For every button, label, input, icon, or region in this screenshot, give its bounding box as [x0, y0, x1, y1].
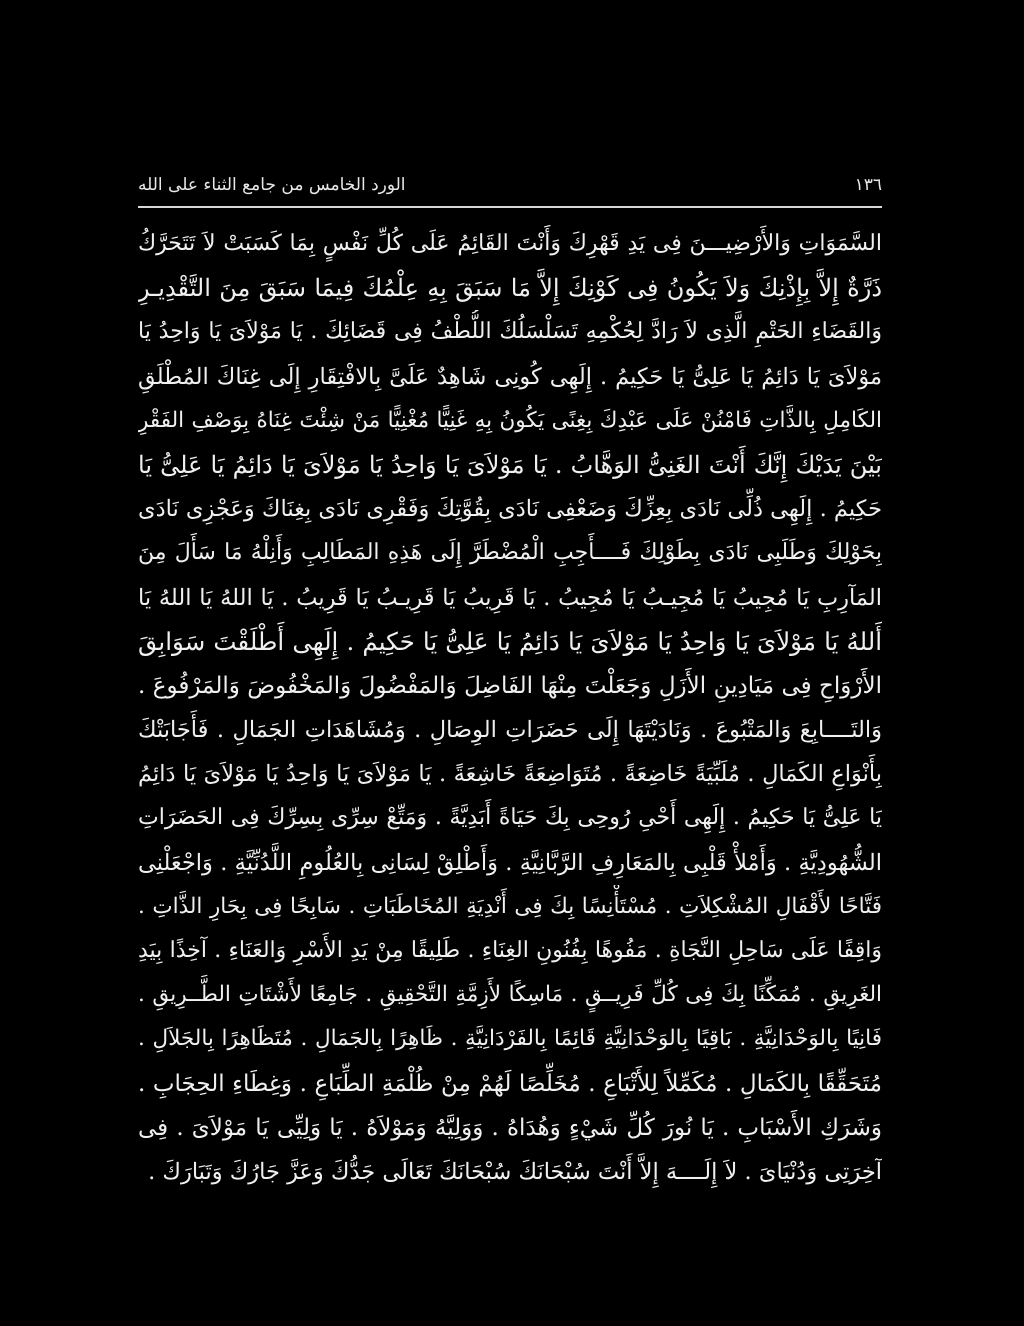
page-number: ١٣٦	[854, 175, 882, 195]
text-line: الشُّهُودِيَّةِ . وَأَمْلأْ قَلْبِى بِالمَعَارِفِ الرَّبَّانِيَّةِ . وَأَطْلِقْ لِسَانِى بِالعُلُومِ اللَّدُنِّيَّةِ . وَاجْعَلْنِى	[138, 849, 882, 876]
header-rule	[138, 206, 882, 208]
text-line: أَللهُ يَا مَوْلاَىَ يَا وَاحِدُ يَا مَوْلاَىَ يَا دَائِمُ يَا عَلِىُّ يَا حَكِيمُ . إِلَهِى أَطْلَقْتَ سَوَابِقَ	[138, 626, 882, 656]
text-line: الأَرْوَاحِ فِى مَيَادِينِ الأَزَلِ وَجَعَلْتَ مِنْهَا الفَاضِلَ وَالمَفْضُولَ وَالمَخْفُوضَ وَالمَرْفُوعَ .	[138, 672, 882, 699]
text-line: المَآرِبِ يَا مُجِيبُ يَا مُجِيـبُ يَا مُجِيبُ . يَا قَرِيبُ يَا قَرِيـبُ يَا قَرِيبُ . يَا اللهُ يَا اللهُ يَا	[138, 584, 882, 611]
running-title: الورد الخامس من جامع الثناء على الله	[138, 175, 406, 195]
text-line: الكَامِلِ بِالذَّاتِ فَامْنُنْ عَلَى عَبْدِكَ بِغِنًى يَكُونُ بِهِ غَنِيًّا مُغْنِيًّا مَنْ شِئْتَ غِنَاهُ بِوَصْفِ الفَقْرِ	[138, 407, 882, 433]
text-line: وَالقَضَاءِ الحَتْمِ الَّذِى لاَ رَادَّ لِحُكْمِهِ تَسَلْسَلُكَ اللُّطْفُ فِى قَضَائِكَ . يَا مَوْلاَىَ يَا وَاحِدُ يَا	[138, 319, 882, 345]
text-line: بَيْنَ يَدَيْكَ إِنَّكَ أَنْتَ الغَنِىُّ الوَهَّابُ . يَا مَوْلاَىَ يَا وَاحِدُ يَا مَوْلاَىَ يَا دَائِمُ يَا عَلِىُّ يَا	[138, 450, 882, 479]
text-line: مُتَحَقِّقًا بِالكَمَالِ . مُكَمِّلاً لِلأَتْبَاعِ . مُخَلِّصًا لَهُمْ مِنْ ظُلْمَةِ الطِّبَاعِ . وَغِطَاءِ الحِجَابِ .	[138, 1070, 882, 1097]
text-line: وَالتَــــابِعَ وَالمَتْبُوعَ . وَنَادَيْتَهَا إِلَى حَضَرَاتِ الوِصَالِ . وَمُشَاهَدَاتِ الجَمَالِ . فَأَجَابَتْكَ	[138, 717, 882, 744]
text-line: وَاقِفًا عَلَى سَاحِلِ النَّجَاةِ . مَفُوهًا بِفُنُونِ الغِنَاءِ . طَلِيقًا مِنْ يَدِ الأَسْرِ وَالعَنَاءِ . آخِذًا بِيَدِ	[138, 938, 882, 963]
text-line: ذَرَّةٌ إِلاَّ بِإِذْنِكَ وَلاَ يَكُونُ فِى كَوْنِكَ إِلاَّ مَا سَبَقَ بِهِ عِلْمُكَ فِيمَا سَبَقَ مِنَ التَّقْدِيـرِ	[138, 274, 882, 303]
text-line: فَتَّاحًا لأَقْفَالِ المُشْكِلاَتِ . مُسْتَأْنِسًا بِكَ فِى أَنْدِيَةِ المُخَاطَبَاتِ . سَابِحًا فِى بِحَارِ الذَّاتِ .	[138, 893, 882, 919]
text-line: الغَرِيقِ . مُمَكِّنًا بِكَ فِى كُلِّ فَرِيــقٍ . مَاسِكًا لأَزِمَّةِ التَّحْقِيقِ . جَامِعًا لأَشْتَاتِ الطَّــرِيقِ .	[138, 982, 882, 1008]
page-header	[138, 170, 882, 200]
text-line: يَا عَلِىُّ يَا حَكِيمُ . إِلَهِى أَحْىِ رُوحِى بِكَ حَيَاةً أَبَدِيَّةً . وَمَتِّعْ سِرِّى بِسِرِّكَ فِى الحَضَرَاتِ	[138, 805, 882, 831]
text-line: مَوْلاَىَ يَا دَائِمُ يَا عَلِىُّ يَا حَكِيمُ . إِلَهِى كُونِى شَاهِدٌ عَلَىَّ بِالافْتِقَارِ إِلَى غِنَاكَ المُطْلَقِ	[138, 363, 882, 390]
text-line: بِحَوْلِكَ وَطَلَبِى نَادَى بِطَوْلِكَ فَــــأَجِبِ الْمُضْطَرَّ إِلَى هَذِهِ المَطَالِبِ وَأَنِلْهُ مَا سَأَلَ مِنَ	[138, 540, 882, 566]
text-line: فَانِيًا بِالوَحْدَانِيَّةِ . بَاقِيًا بِالوَحْدَانِيَّةِ قَائِمًا بِالفَرْدَانِيَّةِ . ظَاهِرًا بِالجَمَالِ . مُتَظَاهِرًا بِالجَلاَلِ .	[138, 1026, 882, 1052]
text-line: حَكِيمُ . إِلَهِى ذُلِّى نَادَى بِعِزِّكَ وَضَعْفِى نَادَى بِقُوَّتِكَ وَفَقْرِى نَادَى بِغِنَاكَ وَعَجْزِى نَادَى	[138, 496, 882, 523]
text-line: السَّمَوَاتِ وَالأَرْضِيـــنَ فِى يَدِ قَهْرِكَ وَأَنْتَ القَائِمُ عَلَى كُلِّ نَفْسٍ بِمَا كَسَبَتْ لاَ تَتَحَرَّكُ	[138, 231, 882, 256]
text-line: وَشَرَكِ الأَسْبَابِ . يَا نُورَ كُلِّ شَيْءٍ وَهُدَاهُ . وَوَلِيَّهُ وَمَوْلاَهُ . يَا وَلِيِّى يَا مَوْلاَىَ . فِى	[138, 1114, 882, 1141]
text-line: بِأَنْوَاعِ الكَمَالِ . مُلَبِّيَةً خَاضِعَةً . مُتَوَاضِعَةً خَاشِعَةً . يَا مَوْلاَىَ يَا وَاحِدُ يَا مَوْلاَىَ يَا دَائِمُ	[138, 761, 882, 788]
body-text	[138, 222, 882, 1194]
text-line: آخِرَتِى وَدُنْيَاىَ . لاَ إِلَــــهَ إِلاَّ أَنْتَ سُبْحَانَكَ سُبْحَانَكَ تَعَالَى جَدُّكَ وَعَزَّ جَارُكَ وَتَبَارَكَ .	[148, 1158, 882, 1185]
